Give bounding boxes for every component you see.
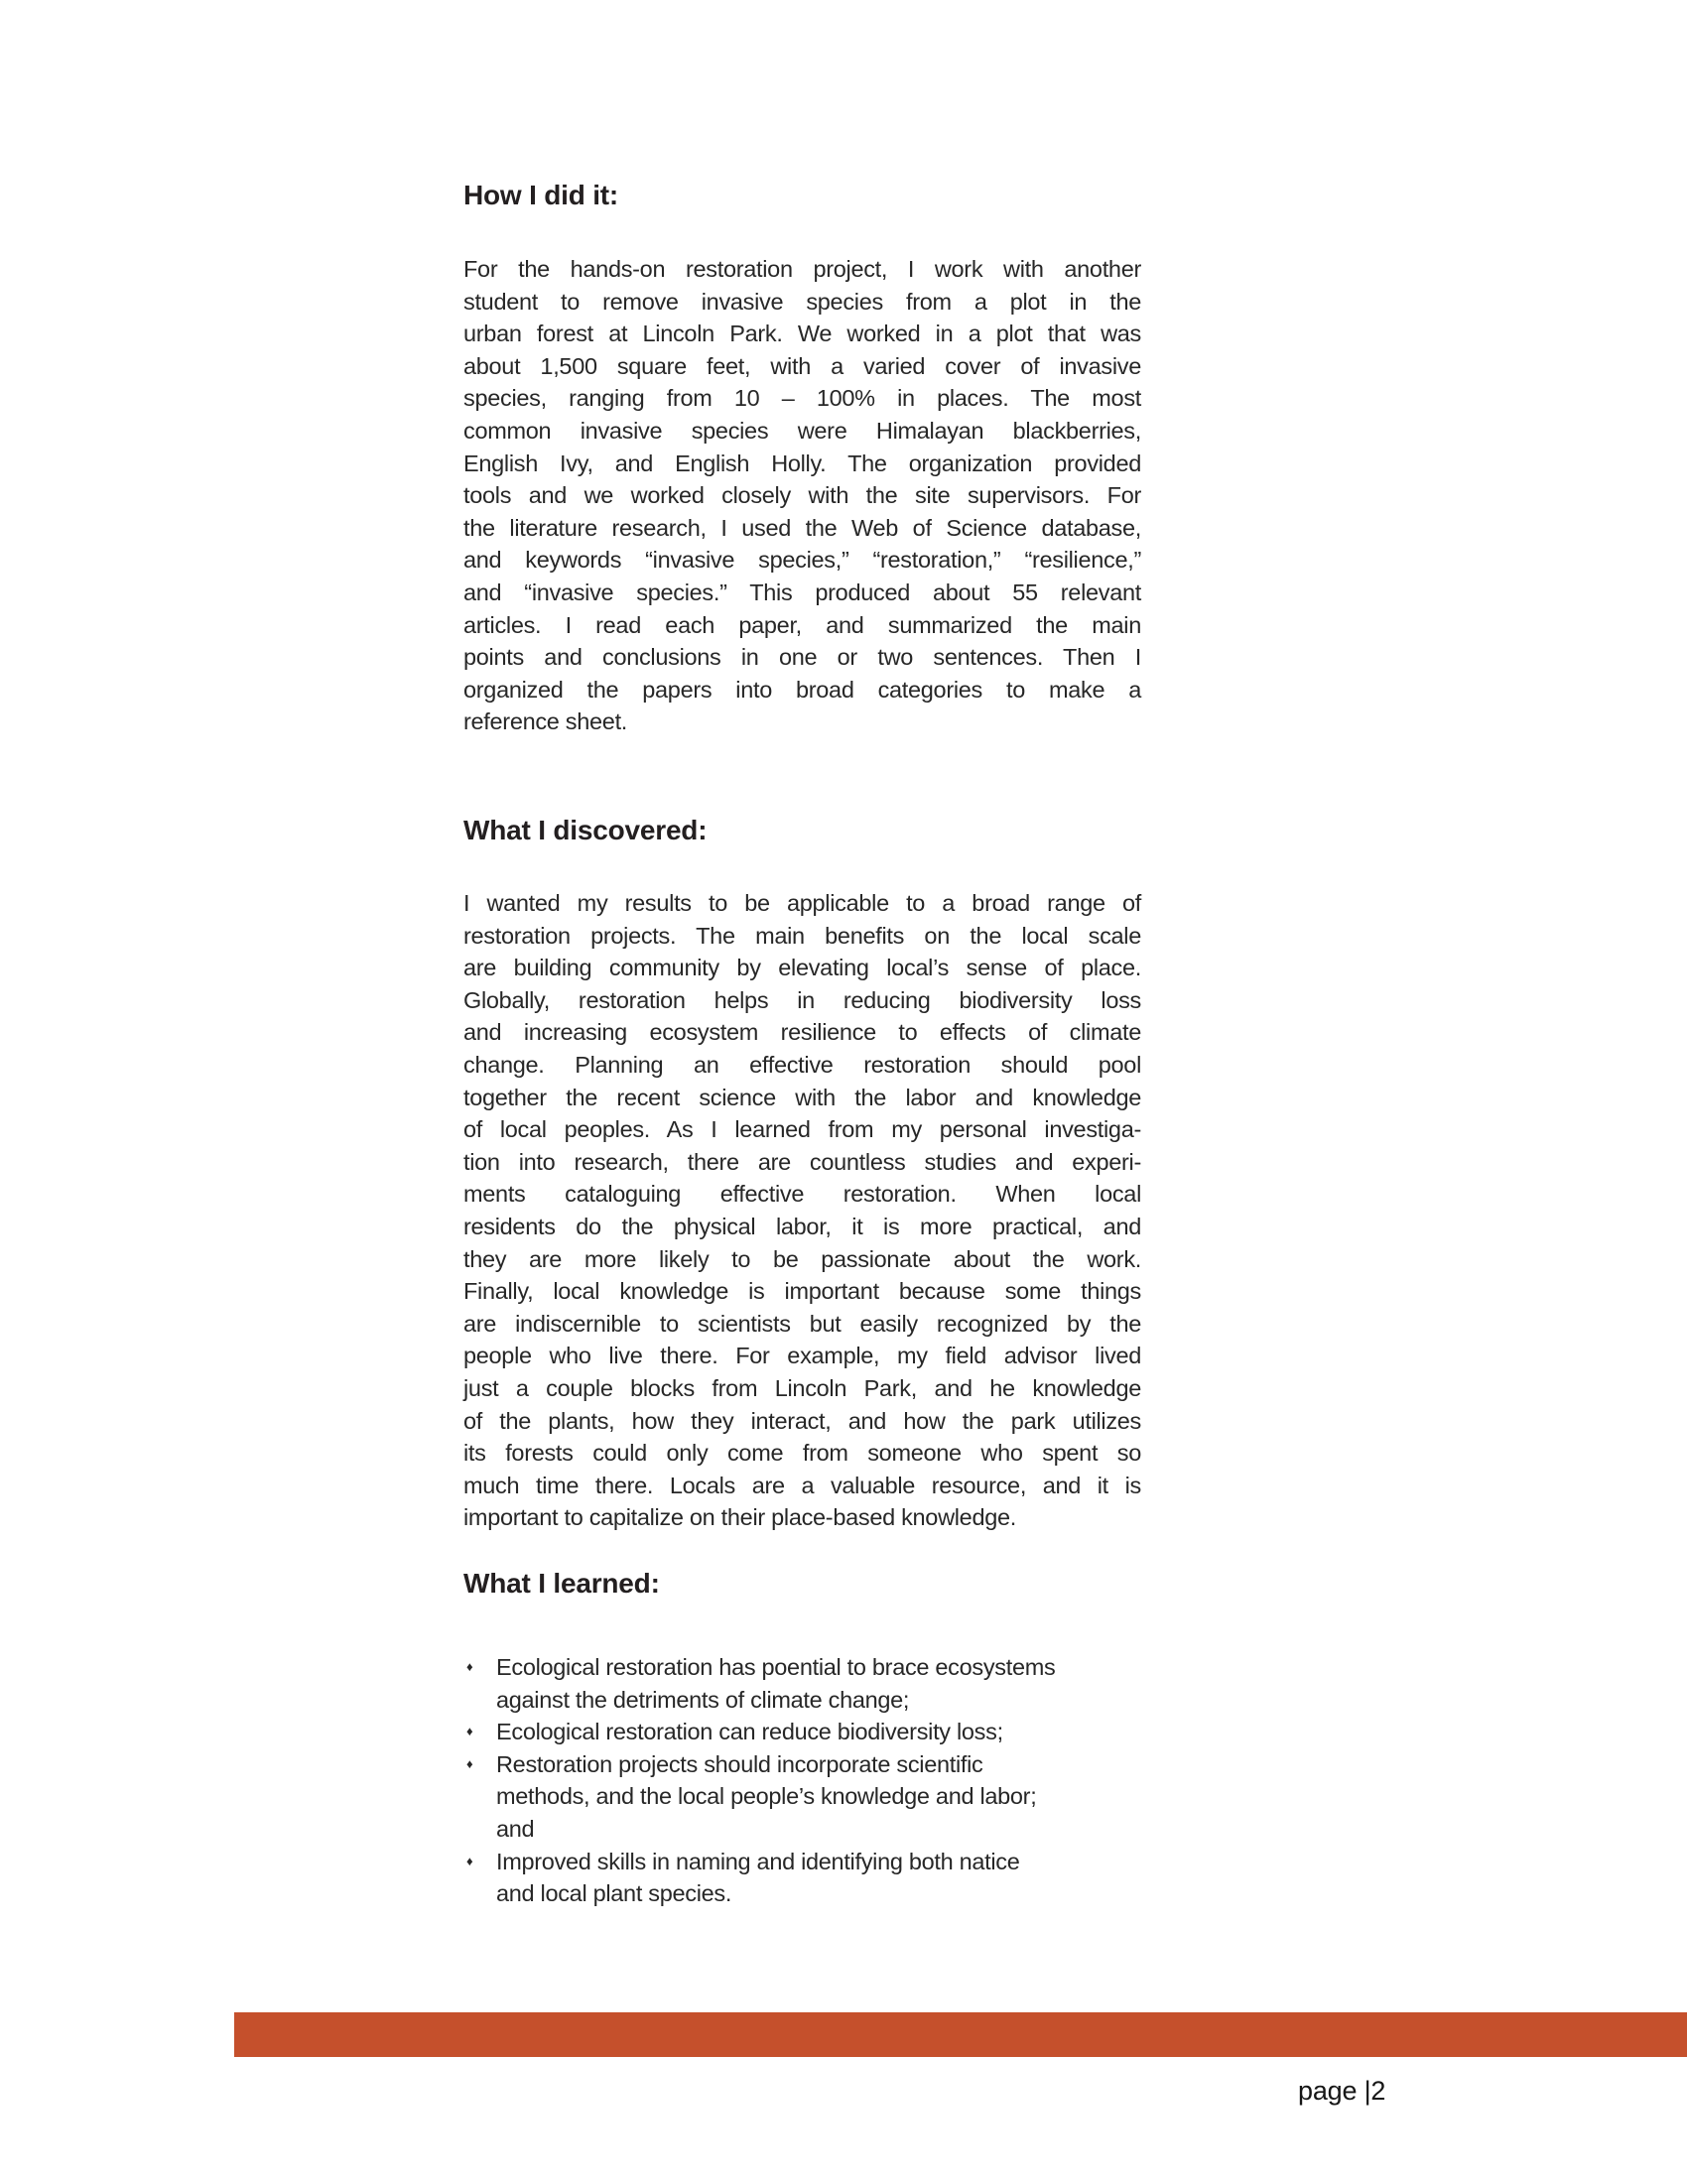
text-line: tools and we worked closely with the site supervisors. For: [463, 482, 1141, 509]
text-line: ments cataloguing effective restoration. When local: [463, 1181, 1141, 1208]
text-line: Improved skills in naming and identifying both natice: [496, 1848, 1020, 1874]
bullet-diamond-icon: ♦: [466, 1724, 473, 1739]
text-line: Ecological restoration can reduce biodiversity loss;: [496, 1719, 1003, 1745]
accent-bar: [234, 2012, 1687, 2057]
bullet-diamond-icon: ♦: [466, 1755, 473, 1771]
list-item: [463, 1651, 1158, 1716]
text-line: and local plant species.: [496, 1880, 732, 1907]
text-line: Restoration projects should incorporate scientific: [496, 1750, 983, 1777]
text-line: restoration projects. The main benefits on the local scale: [463, 922, 1141, 949]
text-line: organized the papers into broad categories to make a: [463, 676, 1141, 703]
text-line: against the detriments of climate change;: [496, 1686, 910, 1713]
text-line: urban forest at Lincoln Park. We worked in a plot that was: [463, 321, 1141, 347]
list-item: [463, 1716, 1158, 1748]
text-line: Ecological restoration has poential to brace ecosystems: [496, 1654, 1056, 1680]
text-line: are indiscernible to scientists but easily recognized by the: [463, 1310, 1141, 1337]
text-line: I wanted my results to be applicable to a broad range of: [463, 890, 1141, 916]
text-line: of local peoples. As I learned from my personal investiga-: [463, 1116, 1141, 1143]
text-line: tion into research, there are countless studies and experi-: [463, 1148, 1141, 1175]
text-line: of the plants, how they interact, and how the park utilizes: [463, 1407, 1141, 1434]
text-line: important to capitalize on their place-based knowledge.: [463, 1504, 1016, 1531]
text-line: residents do the physical labor, it is more practical, and: [463, 1213, 1141, 1239]
text-line: Globally, restoration helps in reducing biodiversity loss: [463, 986, 1141, 1013]
list-item: [463, 1748, 1158, 1846]
section-heading-what-i-discovered: What I discovered:: [463, 815, 708, 845]
text-line: common invasive species were Himalayan blackberries,: [463, 417, 1141, 444]
text-line: points and conclusions in one or two sentences. Then I: [463, 644, 1141, 671]
bullet-diamond-icon: ♦: [466, 1659, 473, 1674]
list-item: [463, 1846, 1158, 1910]
learned-bullet-list: [463, 1651, 1158, 1910]
text-line: and “invasive species.” This produced about 55 relevant: [463, 578, 1141, 605]
text-line: student to remove invasive species from a plot in the: [463, 288, 1141, 315]
section-heading-what-i-learned: What I learned:: [463, 1568, 660, 1599]
page-number: page |2: [1298, 2076, 1386, 2106]
section-heading-how-i-did-it: How I did it:: [463, 180, 619, 210]
text-line: its forests could only come from someone who spent so: [463, 1440, 1141, 1467]
text-line: articles. I read each paper, and summarized the main: [463, 611, 1141, 638]
text-line: English Ivy, and English Holly. The organization provided: [463, 450, 1141, 476]
text-line: and keywords “invasive species,” “restoration,” “resilience,”: [463, 547, 1141, 574]
text-line: people who live there. For example, my field advisor lived: [463, 1343, 1141, 1369]
text-line: and increasing ecosystem resilience to effects of climate: [463, 1019, 1141, 1046]
text-line: For the hands-on restoration project, I work with another: [463, 256, 1141, 282]
text-line: methods, and the local people’s knowledge and labor;: [496, 1783, 1037, 1810]
text-line: Finally, local knowledge is important because some things: [463, 1278, 1141, 1305]
text-line: the literature research, I used the Web of Science database,: [463, 514, 1141, 541]
text-line: about 1,500 square feet, with a varied cover of invasive: [463, 352, 1141, 379]
text-line: species, ranging from 10 – 100% in places. The most: [463, 385, 1141, 412]
bullet-diamond-icon: ♦: [466, 1853, 473, 1868]
text-line: and: [496, 1815, 535, 1842]
text-line: together the recent science with the labor and knowledge: [463, 1084, 1141, 1110]
paragraph-what-i-discovered: [463, 887, 1141, 1534]
text-line: change. Planning an effective restoration should pool: [463, 1051, 1141, 1078]
text-line: they are more likely to be passionate about the work.: [463, 1245, 1141, 1272]
text-line: reference sheet.: [463, 708, 628, 735]
text-line: just a couple blocks from Lincoln Park, and he knowledge: [463, 1374, 1141, 1401]
text-line: much time there. Locals are a valuable resource, and it is: [463, 1472, 1141, 1498]
text-line: are building community by elevating local’s sense of place.: [463, 955, 1141, 981]
paragraph-how-i-did-it: [463, 253, 1141, 738]
